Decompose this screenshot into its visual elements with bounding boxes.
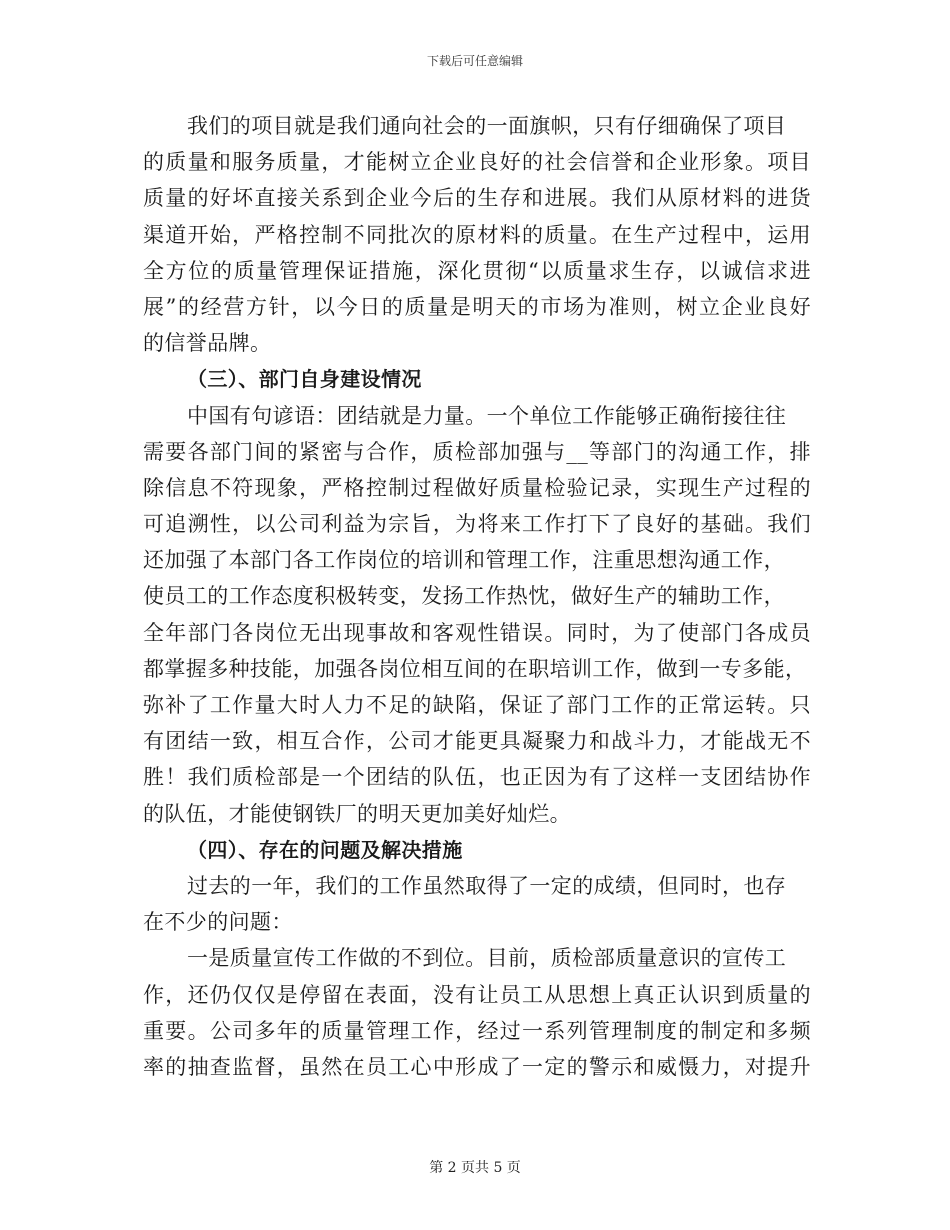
- body-line: 需要各部门间的紧密与合作，质检部加强与__等部门的沟通工作，排: [143, 439, 811, 464]
- body-line: 还加强了本部门各工作岗位的培训和管理工作，注重思想沟通工作，: [143, 548, 785, 573]
- body-line: 过去的一年，我们的工作虽然取得了一定的成绩，但同时，也存: [187, 873, 787, 898]
- body-line: 率的抽查监督，虽然在员工心中形成了一定的警示和威慑力，对提升: [143, 1054, 811, 1079]
- body-line: 全年部门各岗位无出现事故和客观性错误。同时，为了使部门各成员: [143, 620, 811, 645]
- body-line: 的信誉品牌。: [143, 331, 272, 356]
- body-line: 的质量和服务质量，才能树立企业良好的社会信誉和企业形象。项目: [143, 150, 811, 175]
- page-footer-number: 第 2 页共 5 页: [429, 1160, 521, 1176]
- body-line: 可追溯性，以公司利益为宗旨，为将来工作打下了良好的基础。我们: [143, 512, 811, 537]
- body-line: 作，还仍仅仅是停留在表面，没有让员工从思想上真正认识到质量的: [143, 982, 811, 1007]
- body-line: 在不少的问题：: [143, 910, 293, 935]
- body-line: 的队伍，才能使钢铁厂的明天更加美好灿烂。: [143, 801, 571, 826]
- body-line: 质量的好坏直接关系到企业今后的生存和进展。我们从原材料的进货: [143, 186, 811, 211]
- body-line: 胜！我们质检部是一个团结的队伍，也正因为有了这样一支团结协作: [143, 765, 811, 790]
- body-line: 使员工的工作态度积极转变，发扬工作热忱，做好生产的辅助工作，: [143, 584, 785, 609]
- body-line: 有团结一致，相互合作，公司才能更具凝聚力和战斗力，才能战无不: [143, 729, 811, 754]
- body-line: 弥补了工作量大时人力不足的缺陷，保证了部门工作的正常运转。只: [143, 693, 811, 717]
- body-line: 渠道开始，严格控制不同批次的原材料的质量。在生产过程中，运用: [143, 222, 811, 247]
- body-line: 都掌握多种技能，加强各岗位相互间的在职培训工作，做到一专多能，: [143, 656, 807, 681]
- section-heading: （四）、存在的问题及解决措施: [187, 837, 463, 862]
- body-line: 展”的经营方针，以今日的质量是明天的市场为准则，树立企业良好: [143, 294, 811, 319]
- body-line: 除信息不符现象，严格控制过程做好质量检验记录，实现生产过程的: [143, 475, 811, 500]
- body-line: 我们的项目就是我们通向社会的一面旗帜，只有仔细确保了项目: [187, 114, 787, 138]
- body-line: 重要。公司多年的质量管理工作，经过一系列管理制度的制定和多频: [143, 1018, 811, 1043]
- section-heading: （三）、部门自身建设情况: [187, 367, 422, 392]
- body-line: 一是质量宣传工作做的不到位。目前，质检部质量意识的宣传工: [187, 946, 787, 971]
- body-line: 全方位的质量管理保证措施，深化贯彻“以质量求生存，以诚信求进: [143, 258, 811, 283]
- document-body: [143, 108, 811, 1085]
- page-header-note: 下载后可任意编辑: [426, 54, 523, 68]
- body-line: 中国有句谚语：团结就是力量。一个单位工作能够正确衔接往往: [187, 403, 787, 428]
